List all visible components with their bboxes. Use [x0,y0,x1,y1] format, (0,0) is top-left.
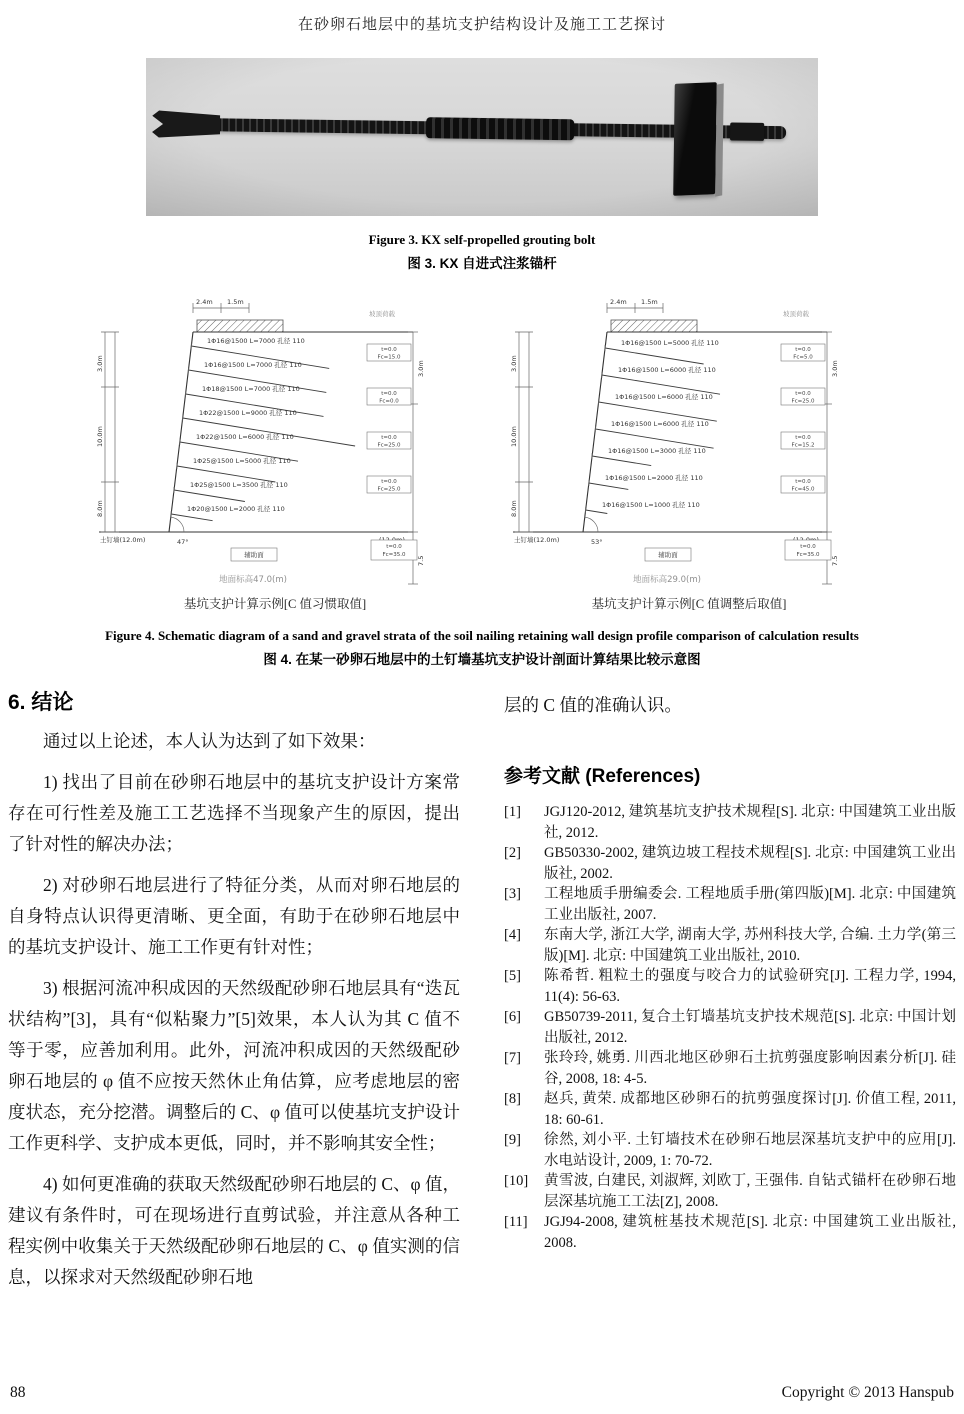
continuation-paragraph: 层的 C 值的准确认识。 [504,695,682,715]
dim-label: 3.0m [831,360,839,377]
dim-label: 7.5 [417,555,425,566]
figure4-left-subcaption: 基坑支护计算示例[C 值习惯取值] [183,597,367,611]
reference-item [504,925,956,966]
page-number: 88 [10,1384,26,1401]
bolt-shaft [174,118,786,140]
body-columns [0,686,964,1293]
annotation: Fc=25.0 [377,442,401,449]
annotation: Fc=15.0 [377,354,401,361]
figure4-caption-cn: 图 4. 在某一砂卵石地层中的土钉墙基坑支护设计剖面计算结果比较示意图 [263,652,701,667]
running-head: 在砂卵石地层中的基坑支护结构设计及施工工艺探讨 [297,17,666,33]
reference-item [504,1048,956,1089]
nail-label: 1Φ20@1500 L=2000 孔径 110 [187,505,285,513]
annotation: t=0.0 [381,391,397,397]
ground-level-label: 地面标高47.0(m) [219,575,287,585]
reference-number: [2] [504,845,521,861]
figure3-caption-en: Figure 3. KX self-propelled grouting bolt [368,232,596,247]
annotation: Fc=35.0 [796,552,820,558]
copyright-notice: Copyright © 2013 Hanspub [781,1384,954,1401]
ground-level-label: 地面标高29.0(m) [633,575,701,585]
page-footer [10,1384,954,1402]
figure4-diagrams [0,292,964,612]
figure4-right-diagram [491,292,887,612]
nail-label: 1Φ16@1500 L=6000 孔径 110 [611,420,709,428]
annotation: t=0.0 [795,347,811,353]
nail-label: 1Φ18@1500 L=7000 孔径 110 [202,385,300,393]
reference-number: [1] [504,804,521,820]
nail-label: 1Φ16@1500 L=7000 孔径 110 [204,361,302,369]
figure3-caption-cn: 图 3. KX 自进式注浆锚杆 [407,256,557,271]
annotation: t=0.0 [795,479,811,485]
left-dimensions [96,332,119,532]
reference-text: GB50330-2002, 建筑边坡工程技术规程[S]. 北京: 中国建筑工业出版社, 2002. [544,845,956,882]
figure4-caption-en: Figure 4. Schematic diagram of a sand and gravel strata of the soil nailing retaining wall design profile comparison of calculation results [105,628,859,643]
reference-text: 东南大学, 浙江大学, 湖南大学, 苏州科技大学, 合编. 土力学(第三版)[M]. 北京: 中国建筑工业出版社, 2010. [544,927,956,964]
nail-label: 1Φ16@1500 L=3000 孔径 110 [608,447,706,455]
annotation: Fc=45.0 [791,486,815,493]
reference-item [504,1171,956,1212]
dim-label: 3.0m [417,360,425,377]
surcharge-hatch [611,320,697,332]
reference-item [504,802,956,843]
nail-label: 1Φ16@1500 L=1000 孔径 110 [602,501,700,509]
annotation: t=0.0 [381,347,397,353]
right-column [504,686,956,1293]
figure4-left-diagram [77,292,473,612]
slope-angle: 53° [591,538,603,546]
side-annotations [781,344,825,493]
reference-text: 徐然, 刘小平. 土钉墙技术在砂卵石地层深基坑支护中的应用[J]. 水电站设计, 2009, 1: 70-72. [544,1132,956,1169]
annotation: Fc=0.0 [379,398,399,405]
dim-label: 2.4m [196,298,213,306]
dim-label: 7.5 [831,555,839,566]
soil-nail-profile-left [77,292,473,592]
angle-arc [171,517,184,532]
surcharge-label: 坡顶荷载 [369,310,395,318]
reference-number: [9] [504,1132,521,1148]
reference-text: 张玲玲, 姚勇. 川西北地区砂卵石土抗剪强度影响因素分析[J]. 硅谷, 2008, 18: 4-5. [544,1050,956,1087]
figure4-right-subcaption: 基坑支护计算示例[C 值调整后取值] [591,597,787,611]
paragraph: 4) 如何更准确的获取天然级配砂卵石地层的 C、φ 值，建议有条件时，可在现场进行直剪试验，并注意从各种工程实例中收集关于天然级配砂卵石地层的 C、φ 值实测的信息，以探求对天然级配砂卵石地 [8,1174,460,1287]
reference-item [504,966,956,1007]
reference-number: [6] [504,1009,521,1025]
soil-nail-labels [187,336,305,513]
side-annotations [367,344,411,493]
dim-label: 8.0m [96,500,104,517]
annotation: Fc=25.0 [791,398,815,405]
top-dimension [607,298,663,313]
nail-label: 1Φ25@1500 L=5000 孔径 110 [193,457,291,465]
paragraph: 1) 找出了目前在砂卵石地层中的基坑支护设计方案常存在可行性差及施工工艺选择不当现象产生的原因，提出了针对性的解决办法； [8,772,460,854]
left-dimensions [510,332,533,532]
annotation: Fc=5.0 [793,354,813,361]
dim-label: 1.5m [641,298,658,306]
figure3-photo [146,58,818,216]
reference-text: 陈希哲. 粗粒土的强度与咬合力的试验研究[J]. 工程力学, 1994, 11(4): 56-63. [544,968,956,1005]
reference-number: [8] [504,1091,521,1107]
soil-nails [171,343,355,521]
dim-label: 10.0m [510,426,518,447]
reference-text: 黄雪波, 白建民, 刘淑辉, 刘欧丁, 王强伟. 自钻式锚杆在砂卵石地层深基坑施工工法[Z], 2008. [544,1173,956,1210]
reference-item [504,843,956,884]
section6-title: 6. 结论 [8,691,74,714]
paragraph: 通过以上论述，本人认为达到了如下效果： [43,731,376,751]
nail-label: 1Φ25@1500 L=3500 孔径 110 [190,481,288,489]
soil-nail-profile-right [491,292,887,592]
surcharge-hatch [197,320,283,332]
annotation: t=0.0 [800,544,816,550]
reference-item [504,884,956,925]
dim-label: 3.0m [510,355,518,372]
reference-text: JGJ94-2008, 建筑桩基技术规范[S]. 北京: 中国建筑工业出版社, 2008. [544,1214,956,1251]
aux-label: 辅助面 [658,551,678,559]
paragraph: 2) 对砂卵石地层进行了特征分类，从而对卵石地层的自身特点认识得更清晰、更全面，有助于在砂卵石地层中的基坑支护设计、施工工作更有针对性； [8,875,460,957]
annotation: Fc=35.0 [382,552,406,558]
annotation: Fc=15.2 [791,442,815,449]
reference-number: [5] [504,968,521,984]
bolt-drill-bit [152,110,220,138]
nail-label: 1Φ16@1500 L=2000 孔径 110 [605,474,703,482]
annotation: Fc=25.0 [377,486,401,493]
annotation: t=0.0 [381,479,397,485]
annotation: t=0.0 [795,435,811,441]
dim-label: 1.5m [227,298,244,306]
nail-label: 1Φ16@1500 L=5000 孔径 110 [621,339,719,347]
references-title: 参考文献 (References) [504,766,701,787]
bolt-bearing-plate [673,82,717,196]
reference-number: [7] [504,1050,521,1066]
left-column [8,686,460,1293]
reference-item [504,1130,956,1171]
reference-number: [10] [504,1173,529,1189]
aux-label: 辅助面 [244,551,264,559]
dim-label: 2.4m [610,298,627,306]
annotation: t=0.0 [386,544,402,550]
reference-text: JGJ120-2012, 建筑基坑支护技术规程[S]. 北京: 中国建筑工业出版社, 2012. [544,804,956,841]
reference-text: 工程地质手册编委会. 工程地质手册(第四版)[M]. 北京: 中国建筑工业出版社, 2007. [544,886,956,923]
reference-text: 赵兵, 黄荣. 成都地区砂卵石的抗剪强度探讨[J]. 价值工程, 2011, 18: 60-61. [544,1091,956,1128]
dim-label: 3.0m [96,355,104,372]
reference-number: [11] [504,1214,528,1230]
angle-arc [585,517,598,532]
nail-label: 1Φ22@1500 L=9000 孔径 110 [199,409,297,417]
reference-text: GB50739-2011, 复合土钉墙基坑支护技术规范[S]. 北京: 中国计划出版社, 2012. [544,1009,956,1046]
nail-label: 1Φ22@1500 L=6000 孔径 110 [196,433,294,441]
reference-item [504,1089,956,1130]
grouting-bolt-image [146,58,818,216]
annotation: t=0.0 [381,435,397,441]
slope-angle: 47° [177,538,189,546]
reference-number: [3] [504,886,521,902]
wall-length-left: 土钉墙(12.0m) [514,536,560,544]
wall-length-left: 土钉墙(12.0m) [100,536,146,544]
top-dimension [193,298,249,313]
reference-item [504,1212,956,1253]
nail-label: 1Φ16@1500 L=7000 孔径 110 [207,337,305,345]
reference-number: [4] [504,927,521,943]
paragraph: 3) 根据河流冲积成因的天然级配砂卵石地层具有“迭瓦状结构”[3]，具有“似粘聚力”[5]效果，本人认为其 C 值不等于零，应善加利用。此外，河流冲积成因的天然级配砂卵石地层的 φ 值不应按天然休止角估算，应考虑地层的密度状态，充分挖潜。调整后的 C、φ 值可以使基坑支护设计工作更科学、支护成本更低，同时，并不影响其安全性； [8,978,460,1153]
dim-label: 10.0m [96,426,104,447]
nail-label: 1Φ16@1500 L=6000 孔径 110 [615,393,713,401]
bolt-coupler [426,117,574,140]
surcharge-label: 坡顶荷载 [783,310,809,318]
dim-label: 8.0m [510,500,518,517]
bolt-nut [730,122,764,140]
nail-label: 1Φ16@1500 L=6000 孔径 110 [618,366,716,374]
annotation: t=0.0 [795,391,811,397]
reference-item [504,1007,956,1048]
